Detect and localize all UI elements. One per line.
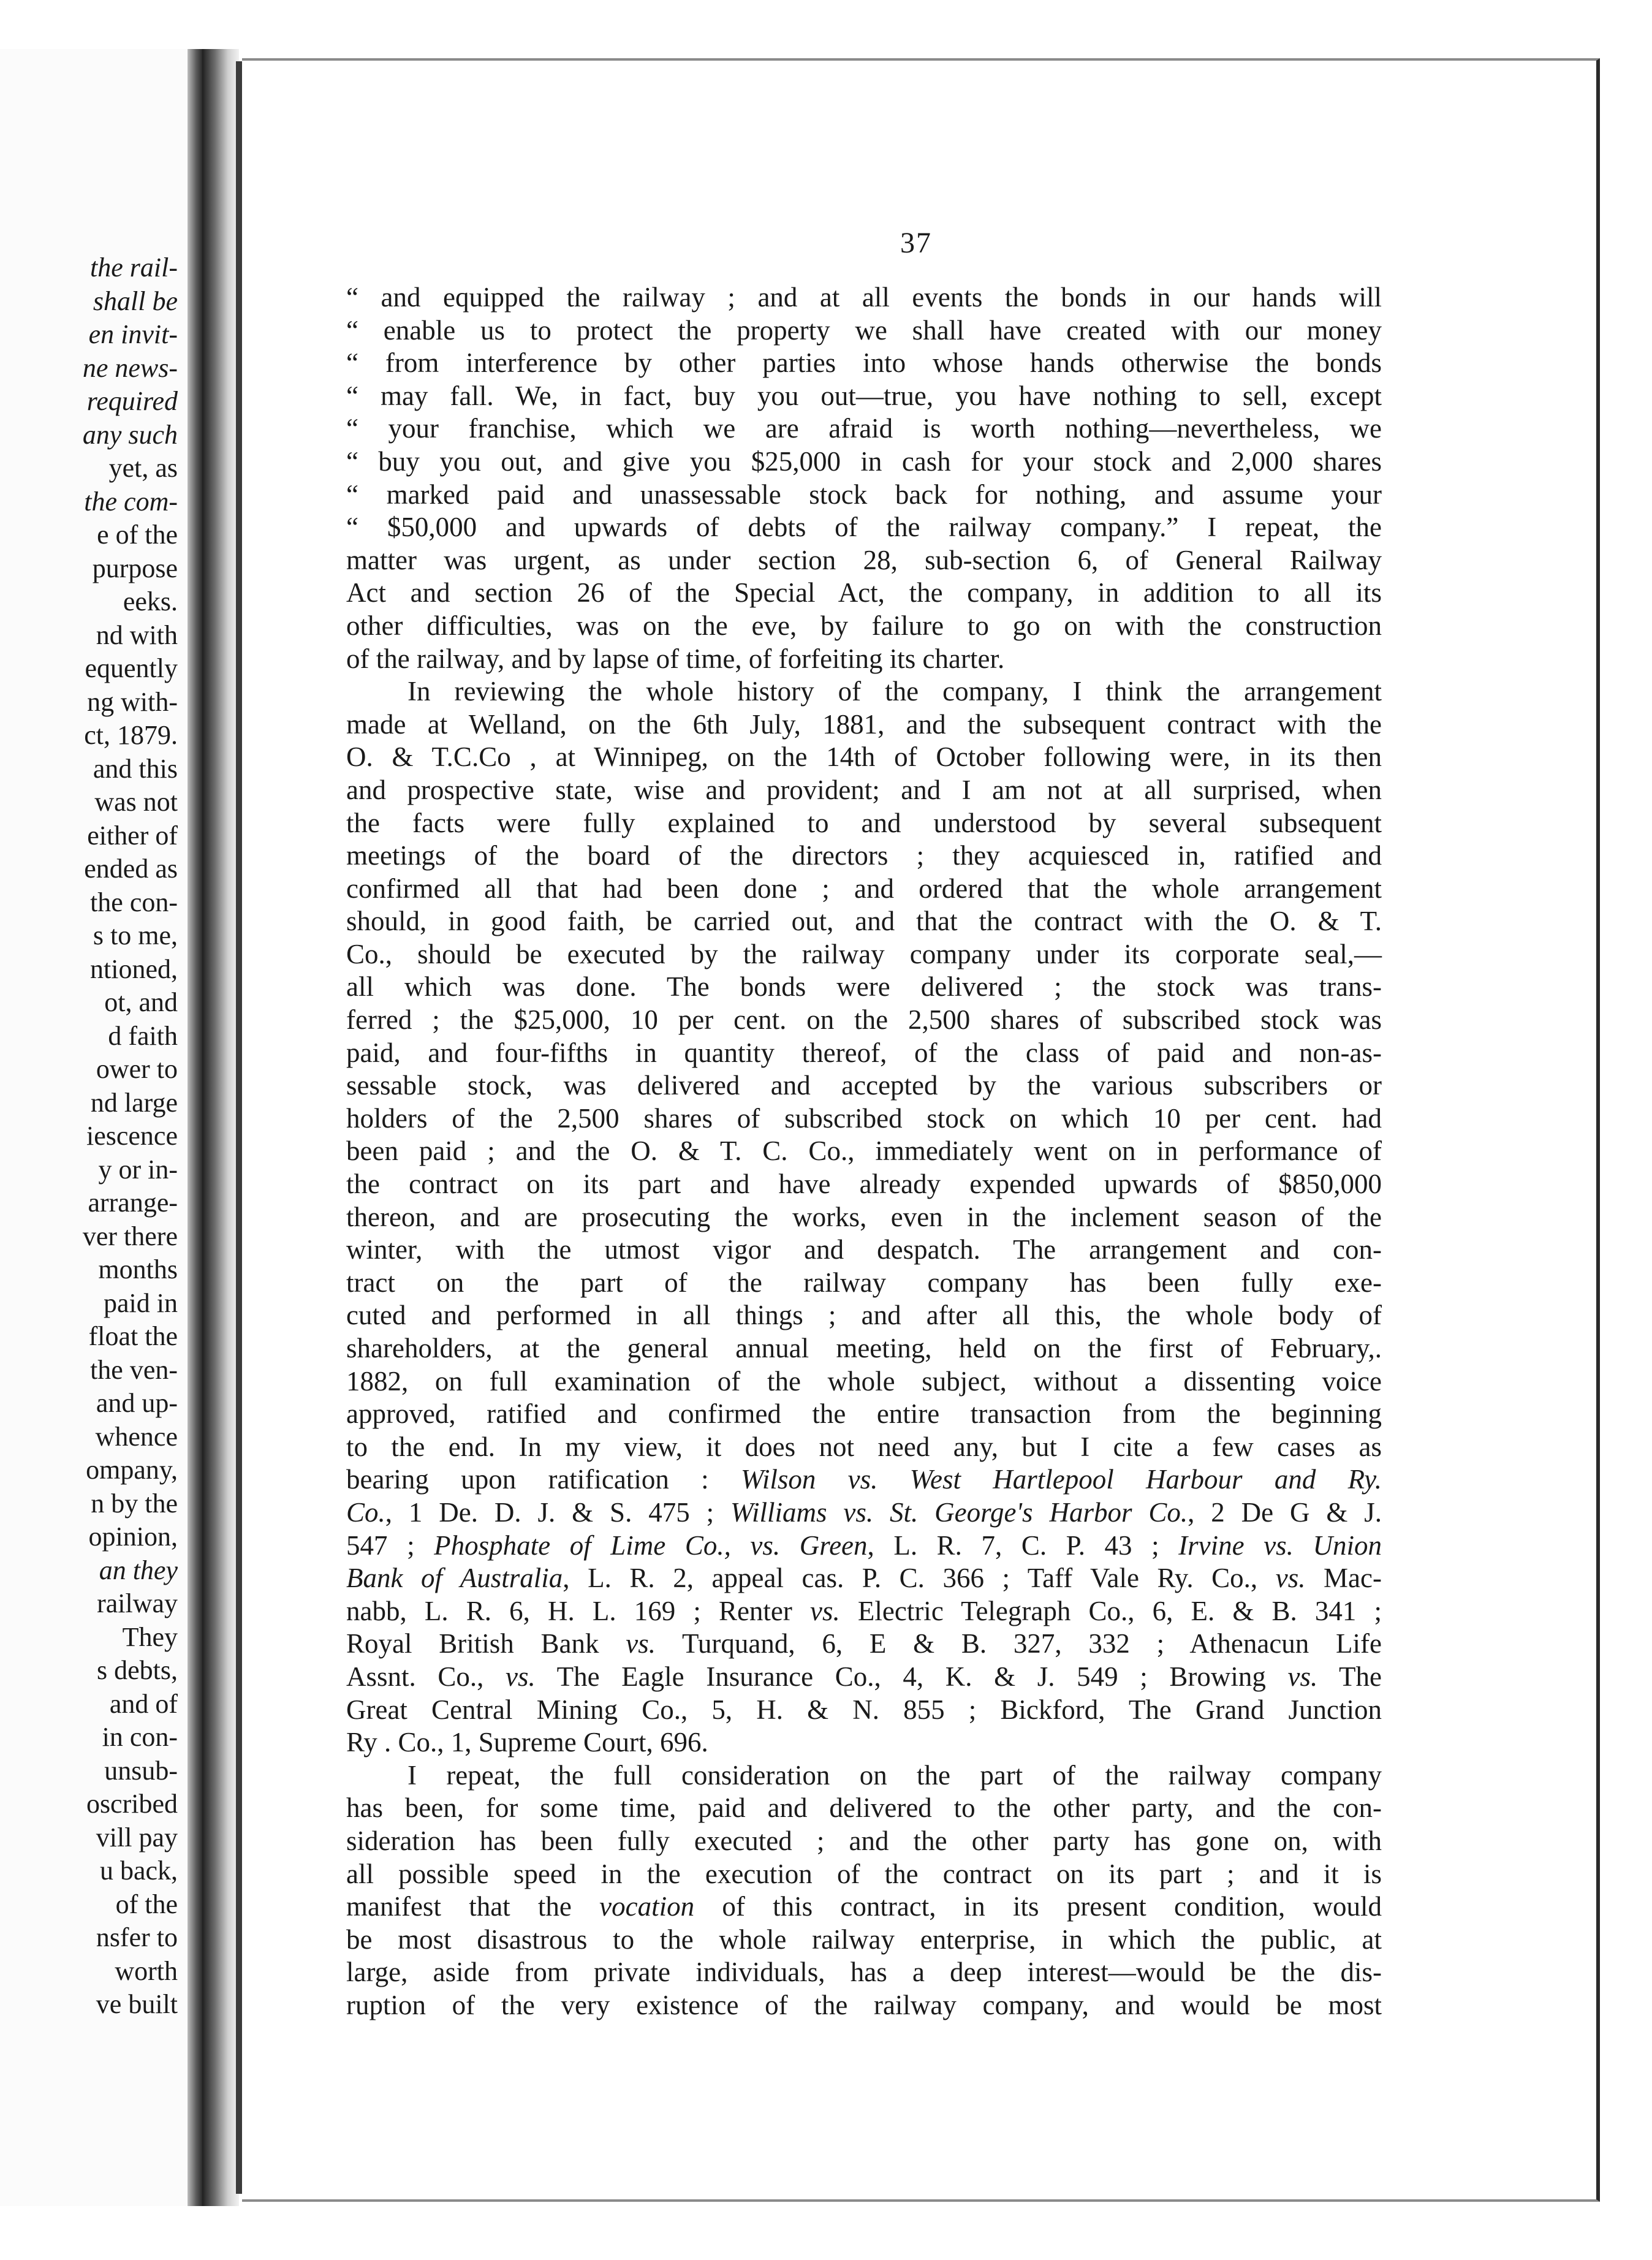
facing-page-line: ntioned, xyxy=(90,954,178,984)
text-run: Act and section 26 of the Special Act, the company, in addition to all its xyxy=(346,577,1382,609)
text-line xyxy=(346,1530,1382,1563)
facing-page-line: equently xyxy=(85,653,178,683)
facing-page-line: nsfer to xyxy=(96,1922,178,1952)
facing-page-line: and of xyxy=(109,1688,178,1719)
text-line xyxy=(346,1365,1382,1398)
facing-page-line: nd with xyxy=(96,620,178,650)
text-line xyxy=(346,1004,1382,1037)
text-run: ferred ; the $25,000, 10 per cent. on the 2,500 shares of subscribed stock was xyxy=(346,1004,1382,1036)
facing-page-line: an they xyxy=(99,1555,178,1585)
italic-citation: Phosphate of Lime Co., vs. Green xyxy=(434,1530,868,1561)
text-line xyxy=(346,380,1382,413)
text-run: “ buy you out, and give you $25,000 in cash for your stock and 2,000 shares xyxy=(346,446,1382,477)
facing-page-line: They xyxy=(122,1621,178,1652)
text-line xyxy=(346,544,1382,577)
text-run: manifest that the xyxy=(346,1891,600,1922)
text-run: sessable stock, was delivered and accepted by the various subscribers or xyxy=(346,1070,1382,1101)
text-run: Great Central Mining Co., 5, H. & N. 855 ; Bickford, The Grand Junction xyxy=(346,1694,1382,1725)
text-line xyxy=(346,446,1382,479)
italic-citation: vs. xyxy=(626,1628,656,1659)
text-run: Ry . Co., 1, Supreme Court, 696. xyxy=(346,1727,708,1758)
text-line xyxy=(346,1759,1382,1792)
text-line xyxy=(346,1661,1382,1694)
text-line xyxy=(346,1431,1382,1464)
italic-citation: Williams vs. St. George's Harbor Co. xyxy=(730,1496,1188,1528)
text-line xyxy=(346,479,1382,512)
text-run: sideration has been fully executed ; and the other party has gone on, with xyxy=(346,1825,1382,1856)
italic-citation: Co. xyxy=(346,1496,385,1528)
text-run: bearing upon ratification : xyxy=(346,1464,741,1495)
facing-page-line: unsub- xyxy=(104,1755,178,1786)
text-run: “ your franchise, which we are afraid is worth nothing—nevertheless, we xyxy=(346,413,1382,444)
facing-page-line: railway xyxy=(97,1588,178,1618)
text-line xyxy=(346,1168,1382,1201)
text-run: meetings of the board of the directors ; they acquiesced in, ratified and xyxy=(346,840,1382,871)
text-line xyxy=(346,1102,1382,1136)
text-run: , L. R. 7, C. P. 43 ; xyxy=(867,1530,1179,1561)
text-line xyxy=(346,511,1382,544)
facing-page-line: oscribed xyxy=(86,1789,178,1819)
text-run: O. & T.C.Co , at Winnipeg, on the 14th of October following were, in its then xyxy=(346,741,1382,773)
text-line xyxy=(346,1234,1382,1267)
text-line xyxy=(346,1595,1382,1628)
facing-page-line: ot, and xyxy=(104,987,178,1017)
text-line xyxy=(346,643,1382,676)
text-run: Royal British Bank xyxy=(346,1628,626,1659)
text-line xyxy=(346,840,1382,873)
text-line xyxy=(346,1496,1382,1530)
text-line xyxy=(346,347,1382,380)
text-run: Electric Telegraph Co., 6, E. & B. 341 ; xyxy=(839,1595,1382,1626)
text-run: ruption of the very existence of the railway company, and would be most xyxy=(346,1989,1382,2020)
facing-page-line: months xyxy=(98,1254,178,1284)
text-line xyxy=(346,741,1382,774)
facing-page-line: yet, as xyxy=(108,453,178,483)
italic-citation: vocation xyxy=(599,1891,695,1922)
text-line xyxy=(346,610,1382,643)
text-run: paid, and four-fifths in quantity thereof, of the class of paid and non-as- xyxy=(346,1037,1382,1068)
text-run: large, aside from private individuals, has a deep interest—would be the dis- xyxy=(346,1957,1382,1988)
text-run: Assnt. Co., xyxy=(346,1661,506,1692)
text-line xyxy=(346,1463,1382,1496)
facing-page-line: vill pay xyxy=(96,1822,178,1852)
text-line xyxy=(346,971,1382,1004)
italic-citation: vs. xyxy=(810,1595,840,1626)
facing-page-line: opinion, xyxy=(88,1522,178,1552)
text-run: the contract on its part and have already expended upwards of $850,000 xyxy=(346,1169,1382,1200)
text-run: 1882, on full examination of the whole subject, without a dissenting voice xyxy=(346,1365,1382,1397)
text-run: In reviewing the whole history of the company, I think the arrangement xyxy=(407,676,1382,707)
text-run: other difficulties, was on the eve, by failure to go on with the construction xyxy=(346,610,1382,641)
text-run: has been, for some time, paid and delivered to the other party, and the con- xyxy=(346,1792,1382,1824)
facing-page-line: shall be xyxy=(93,286,178,316)
text-line xyxy=(346,1299,1382,1332)
italic-citation: vs. xyxy=(1275,1563,1306,1594)
text-run: , L. R. 2, appeal cas. P. C. 366 ; Taff Vale Ry. Co., xyxy=(563,1563,1276,1594)
text-run: and prospective state, wise and provident; and I am not at all surprised, when xyxy=(346,774,1382,805)
facing-page-line: in con- xyxy=(102,1722,178,1752)
text-line xyxy=(346,708,1382,741)
text-run: holders of the 2,500 shares of subscribed stock on which 10 per cent. had xyxy=(346,1102,1382,1134)
text-line xyxy=(346,1989,1382,2022)
facing-page-line: ompany, xyxy=(86,1455,178,1485)
text-line xyxy=(346,1726,1382,1759)
text-line xyxy=(346,1890,1382,1924)
text-run: I repeat, the full consideration on the part of the railway company xyxy=(407,1759,1382,1791)
facing-page-line: y or in- xyxy=(98,1154,178,1185)
text-line xyxy=(346,807,1382,840)
italic-citation: vs. xyxy=(1287,1661,1318,1692)
italic-citation: Bank of Australia xyxy=(346,1563,563,1594)
text-run: matter was urgent, as under section 28, sub-section 6, of General Railway xyxy=(346,544,1382,575)
text-run: “ from interference by other parties into whose hands otherwise the bonds xyxy=(346,347,1382,379)
facing-page-line: en invit- xyxy=(88,319,178,349)
facing-page-line: u back, xyxy=(99,1856,178,1886)
text-line xyxy=(346,1398,1382,1431)
text-run: Turquand, 6, E & B. 327, 332 ; Athenacun Life xyxy=(656,1628,1382,1659)
text-run: all possible speed in the execution of the contract on its part ; and it is xyxy=(346,1858,1382,1889)
text-line xyxy=(346,1792,1382,1825)
text-run: shareholders, at the general annual meeting, held on the first of February,. xyxy=(346,1333,1382,1363)
text-line xyxy=(346,873,1382,906)
facing-page-line: arrange- xyxy=(88,1188,178,1218)
text-run: , 2 De G & J. xyxy=(1188,1496,1382,1528)
facing-page-line: was not xyxy=(94,787,178,817)
text-line xyxy=(346,412,1382,446)
facing-page-line: the rail- xyxy=(90,252,178,282)
facing-page-line: either of xyxy=(87,820,178,851)
facing-page-line: ve built xyxy=(96,1989,178,2019)
facing-page-line: and up- xyxy=(96,1388,178,1418)
text-run: should, in good faith, be carried out, and that the contract with the O. & T. xyxy=(346,906,1382,937)
facing-page-line: iescence xyxy=(86,1121,178,1151)
text-line xyxy=(346,675,1382,708)
facing-page-line: ct, 1879. xyxy=(84,720,178,750)
facing-page-line: n by the xyxy=(91,1488,178,1519)
facing-page-line: required xyxy=(86,386,178,416)
facing-page-fragment xyxy=(0,49,202,2206)
text-run: to the end. In my view, it does not need any, but I cite a few cases as xyxy=(346,1431,1382,1462)
text-line xyxy=(346,1562,1382,1595)
text-run: be most disastrous to the whole railway enterprise, in which the public, at xyxy=(346,1924,1382,1955)
facing-page-line: ower to xyxy=(96,1054,178,1084)
text-line xyxy=(346,577,1382,610)
text-line xyxy=(346,1135,1382,1168)
text-run: 547 ; xyxy=(346,1530,434,1561)
text-line xyxy=(346,1956,1382,1989)
gutter-shadow xyxy=(188,49,202,2206)
facing-page-line: s debts, xyxy=(97,1655,178,1685)
text-line xyxy=(346,1694,1382,1727)
text-run: been paid ; and the O. & T. C. Co., immediately went on in performance of xyxy=(346,1136,1382,1167)
facing-page-line: paid in xyxy=(104,1287,178,1318)
text-run: the facts were fully explained to and understood by several subsequent xyxy=(346,807,1382,838)
facing-page-line: the com- xyxy=(84,486,178,517)
text-line xyxy=(346,938,1382,971)
facing-page-line: d faith xyxy=(108,1020,178,1051)
text-line xyxy=(346,1825,1382,1858)
text-line xyxy=(346,314,1382,347)
book-spine xyxy=(202,49,239,2206)
italic-citation: Irvine vs. Union xyxy=(1178,1530,1382,1561)
facing-page-line: any such xyxy=(82,419,178,450)
facing-page-line: of the xyxy=(115,1889,178,1919)
text-run: “ marked paid and unassessable stock back for nothing, and assume your xyxy=(346,479,1382,510)
text-run: , 1 De. D. J. & S. 475 ; xyxy=(385,1496,730,1528)
text-line xyxy=(346,1858,1382,1891)
facing-page-line: and this xyxy=(93,753,178,784)
facing-page-line: whence xyxy=(95,1421,178,1452)
text-line xyxy=(346,1069,1382,1102)
text-line xyxy=(346,1037,1382,1070)
text-run: of this contract, in its present condition, would xyxy=(694,1891,1382,1922)
text-run: thereon, and are prosecuting the works, even in the inclement season of the xyxy=(346,1201,1382,1232)
text-line xyxy=(346,1628,1382,1661)
text-run: “ $50,000 and upwards of debts of the railway company.” I repeat, the xyxy=(346,512,1382,543)
text-run: confirmed all that had been done ; and ordered that the whole arrangement xyxy=(346,873,1382,904)
text-run: The xyxy=(1317,1661,1382,1692)
text-line xyxy=(346,1924,1382,1957)
text-run: “ may fall. We, in fact, buy you out—true, you have nothing to sell, except xyxy=(346,380,1382,411)
facing-page-line: eeks. xyxy=(123,586,178,616)
text-run: all which was done. The bonds were delivered ; the stock was trans- xyxy=(346,971,1382,1003)
text-run: winter, with the utmost vigor and despatch. The arrangement and con- xyxy=(346,1234,1382,1265)
body-text xyxy=(346,281,1382,2022)
text-run: made at Welland, on the 6th July, 1881, and the subsequent contract with the xyxy=(346,708,1382,740)
italic-citation: vs. xyxy=(506,1661,536,1692)
text-run: “ and equipped the railway ; and at all events the bonds in our hands will xyxy=(346,282,1382,313)
page xyxy=(242,58,1600,2202)
facing-page-line: ver there xyxy=(82,1221,178,1251)
facing-page-line: e of the xyxy=(97,520,178,550)
text-line xyxy=(346,1332,1382,1365)
text-run: “ enable us to protect the property we shall have created with our money xyxy=(346,314,1382,346)
facing-page-line: worth xyxy=(115,1955,178,1986)
facing-page-line: the con- xyxy=(90,887,178,917)
italic-citation: Wilson vs. West Hartlepool Harbour and Ry. xyxy=(740,1464,1382,1495)
facing-page-line: ne news- xyxy=(82,352,178,383)
facing-page-line: nd large xyxy=(90,1087,178,1118)
facing-page-line: ng with- xyxy=(87,686,178,717)
facing-page-line: float the xyxy=(88,1321,178,1351)
facing-page-line: the ven- xyxy=(90,1354,178,1385)
page-number: 37 xyxy=(900,227,932,259)
facing-page-line: ended as xyxy=(84,854,178,884)
text-line xyxy=(346,1201,1382,1234)
text-line xyxy=(346,905,1382,938)
text-line xyxy=(346,281,1382,314)
text-line xyxy=(346,1267,1382,1300)
text-run: approved, ratified and confirmed the entire transaction from the beginning xyxy=(346,1398,1382,1430)
facing-page-line: purpose xyxy=(92,553,178,583)
text-line xyxy=(346,774,1382,807)
text-run: tract on the part of the railway company has been fully exe- xyxy=(346,1267,1382,1298)
facing-page-text xyxy=(0,251,178,2022)
text-run: cuted and performed in all things ; and after all this, the whole body of xyxy=(346,1300,1382,1331)
text-run: Mac- xyxy=(1305,1563,1382,1594)
facing-page-line: s to me, xyxy=(93,920,178,950)
text-run: nabb, L. R. 6, H. L. 169 ; Renter xyxy=(346,1595,811,1626)
text-run: Co., should be executed by the railway company under its corporate seal,— xyxy=(346,938,1382,969)
text-run: of the railway, and by lapse of time, of forfeiting its charter. xyxy=(346,643,1005,674)
text-run: The Eagle Insurance Co., 4, K. & J. 549 ; Browing xyxy=(535,1661,1288,1692)
